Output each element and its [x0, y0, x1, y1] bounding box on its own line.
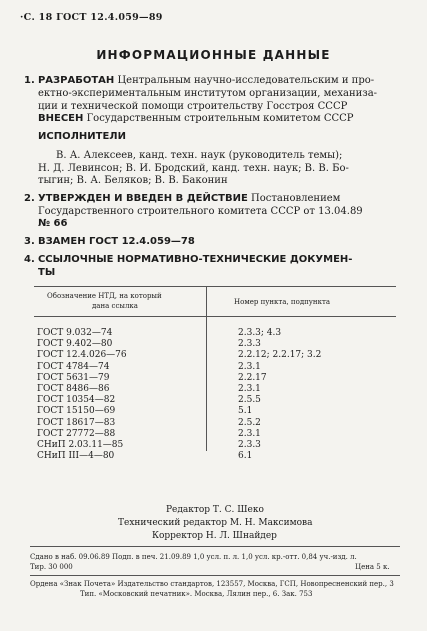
table-cell-reference: 2.5.5 — [238, 395, 261, 406]
section-2-text-1: Постановлением — [251, 193, 341, 204]
table-cell-reference: 2.3.1 — [238, 361, 261, 372]
section-1-heading: РАЗРАБОТАН — [37, 75, 115, 86]
executors-heading: ИСПОЛНИТЕЛИ — [38, 131, 126, 142]
table-cell-reference: 2.3.1 — [238, 428, 261, 439]
section-2-heading: УТВЕРЖДЕН И ВВЕДЕН В ДЕЙСТВИЕ — [37, 193, 248, 204]
section-1-text-3: ции и технической помощи строительству Госстроя СССР — [38, 101, 348, 112]
table-cell-reference: 2.3.3; 4.3 — [238, 328, 282, 338]
table-cell-document: ГОСТ 5631—79 — [37, 372, 110, 383]
table-cell-reference: 2.2.12; 2.2.17; 3.2 — [238, 350, 322, 361]
table-cell-reference: 6.1 — [238, 451, 253, 462]
table-col2-header: Номер пункта, подпункта — [234, 298, 330, 306]
imprint-line-1: Сдано в наб. 09.06.89 Подп. в печ. 21.09.89 1,0 усл. п. л. 1,0 усл. кр.-отт. 0,84 уч.-изд. л. — [30, 553, 357, 561]
table-cell-document: СНиП 2.03.11—85 — [37, 440, 124, 450]
page-header: ·С. 18 ГОСТ 12.4.059—89 — [20, 12, 163, 23]
table-col1-header-1: Обозначение НТД, на который — [47, 292, 162, 300]
table-cell-reference: 2.3.3 — [238, 339, 261, 350]
section-1-number: 1. — [24, 75, 35, 86]
table-cell-document: ГОСТ 15150—69 — [37, 406, 116, 417]
section-4-text-1: ССЫЛОЧНЫЕ НОРМАТИВНО-ТЕХНИЧЕСКИЕ ДОКУМЕН- — [37, 254, 353, 265]
imprint-line-3: Ордена «Знак Почета» Издательство стандартов, 123557, Москва, ГСП, Новопресненский пер., 3 — [30, 580, 394, 588]
table-cell-document: ГОСТ 9.402—80 — [37, 339, 113, 350]
table-cell-reference: 5.1 — [238, 406, 253, 417]
section-2-text-2: Государственного строительного комитета СССР от 13.04.89 — [38, 206, 363, 217]
section-1-text-2: ектно-экспериментальным институтом организации, механиза- — [38, 88, 378, 99]
table-cell-document: ГОСТ 4784—74 — [37, 361, 110, 372]
table-col1-header-2: дана ссылка — [92, 302, 138, 310]
executors-line-1: В. А. Алексеев, канд. техн. наук (руководитель темы); — [56, 150, 343, 161]
table-cell-reference: 2.2.17 — [238, 372, 267, 383]
section-1-text-4: Государственным строительным комитетом СССР — [86, 113, 354, 124]
section-3-line — [24, 236, 195, 247]
table-top-rule — [34, 286, 396, 287]
imprint-circulation: Тир. 30 000 — [30, 563, 73, 571]
section-1-text-1: Центральным научно-исследовательским и про- — [117, 75, 375, 86]
table-cell-document: ГОСТ 9.032—74 — [37, 328, 113, 338]
proofreader-line: Корректор Н. Л. Шнайдер — [152, 531, 277, 541]
table-cell-reference: 2.3.1 — [238, 384, 261, 394]
section-2-line-1 — [24, 193, 340, 204]
tech-editor-line: Технический редактор М. Н. Максимова — [118, 518, 313, 528]
section-4-line-1 — [24, 254, 352, 265]
table-column-divider — [206, 286, 207, 451]
section-1-heading-2: ВНЕСЕН — [38, 113, 84, 124]
table-cell-reference: 2.3.3 — [238, 440, 261, 450]
section-1-line-4 — [38, 113, 354, 124]
table-cell-document: ГОСТ 18617—83 — [37, 417, 116, 428]
section-1-line-1 — [24, 75, 374, 86]
table-cell-document: ГОСТ 10354—82 — [37, 395, 116, 406]
executors-line-3: тыгин; В. А. Беляков; В. В. Баконин — [38, 175, 228, 186]
table-cell-document: ГОСТ 27772—88 — [37, 428, 116, 439]
imprint-mid-rule — [30, 575, 400, 576]
imprint-top-rule — [30, 546, 400, 547]
section-2-number: 2. — [24, 193, 35, 204]
section-3-number: 3. — [24, 236, 35, 247]
section-4-text-2: ТЫ — [38, 267, 56, 278]
page-title: ИНФОРМАЦИОННЫЕ ДАННЫЕ — [96, 48, 331, 62]
executors-line-2: Н. Д. Левинсон; В. И. Бродский, канд. техн. наук; В. В. Бо- — [38, 163, 349, 174]
section-4-number: 4. — [24, 254, 35, 265]
section-2-text-3: № 66 — [38, 218, 68, 229]
section-3-text: ВЗАМЕН ГОСТ 12.4.059—78 — [37, 236, 195, 247]
table-cell-document: ГОСТ 8486—86 — [37, 384, 110, 394]
editor-line: Редактор Т. С. Шеко — [166, 505, 264, 515]
imprint-price: Цена 5 к. — [355, 563, 390, 571]
table-cell-document: СНиП III—4—80 — [37, 451, 115, 462]
table-cell-document: ГОСТ 12.4.026—76 — [37, 350, 127, 361]
table-header-rule — [34, 316, 396, 317]
imprint-line-4: Тип. «Московский печатник». Москва, Лялин пер., 6. Зак. 753 — [80, 590, 313, 598]
table-cell-reference: 2.5.2 — [238, 417, 261, 428]
